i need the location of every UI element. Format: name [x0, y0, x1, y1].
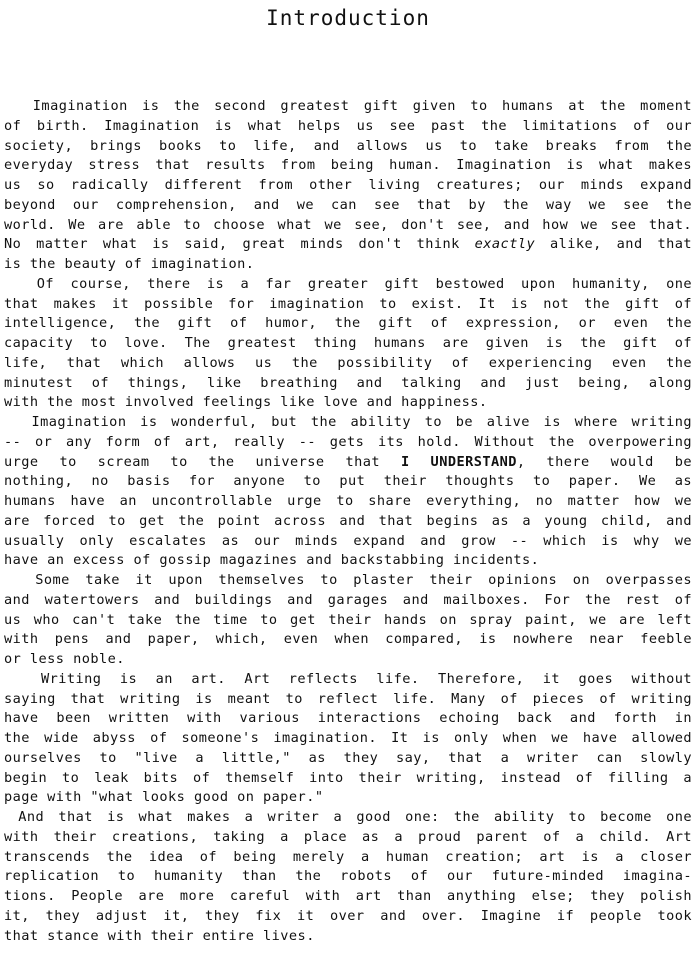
paragraph [4, 670, 692, 808]
text-line: minutest of things, like breathing and talking and just being, along [4, 374, 692, 391]
text-line: us so radically different from other living creatures; our minds expand [4, 177, 692, 193]
text-line: Of course, there is a far greater gift bestowed upon humanity, one [4, 275, 692, 292]
text-line: of birth. Imagination is what helps us see past the limitations of our [4, 117, 692, 134]
text-line: saying that writing is meant to reflect life. Many of pieces of writing [4, 690, 692, 707]
text-line: everyday stress that results from being human. Imagination is what makes [4, 157, 692, 174]
paragraph [4, 97, 692, 275]
text-line: with the most involved feelings like love and happiness. [4, 394, 488, 411]
text-line: ourselves to "live a little," as they say, that a writer can slowly [4, 749, 692, 766]
text-segment: , there would be [516, 453, 692, 470]
page-title: Introduction [266, 6, 430, 30]
text-line: are forced to get the point across and that begins as a young child, and [4, 512, 692, 529]
text-line: Writing is an art. Art reflects life. Therefore, it goes without [4, 670, 692, 687]
text-line [4, 453, 692, 473]
text-line: transcends the idea of being merely a human creation; art is a closer [4, 848, 692, 865]
text-line: that stance with their entire lives. [4, 927, 315, 944]
text-line: us who can't take the time to get their hands on spray paint, we are left [4, 611, 692, 628]
text-line: with their creations, taking a place as a proud parent of a child. Art [4, 828, 692, 845]
text-segment: alike, and that [535, 236, 692, 253]
text-line: or less noble. [4, 651, 125, 667]
text-line: replication to humanity than the robots of our future-minded imagina- [4, 868, 692, 885]
text-line: humans have an uncontrollable urge to share everything, no matter how we [4, 493, 692, 509]
text-line: with pens and paper, which, even when compared, is nowhere near feeble [4, 631, 692, 648]
text-line: have been written with various interactions echoing back and forth in [4, 710, 692, 727]
text-line: and watertowers and buildings and garages and mailboxes. For the rest of [4, 591, 692, 608]
text-line: Some take it upon themselves to plaster their opinions on overpasses [4, 572, 692, 588]
paragraph [4, 275, 692, 413]
emphasis-text: exactly [474, 236, 536, 253]
paragraph [4, 571, 692, 670]
text-line: And that is what makes a writer a good one: the ability to become one [4, 809, 692, 825]
text-line: begin to leak bits of themself into their writing, instead of filling a [4, 769, 692, 786]
text-line: nothing, no basis for anyone to put their thoughts to paper. We as [4, 473, 692, 490]
strong-text: I UNDERSTAND [400, 453, 517, 470]
text-line: life, that which allows us the possibility of experiencing even the [4, 354, 692, 371]
text-segment: No matter what is said, great minds don't think [4, 236, 475, 253]
paragraph [4, 413, 692, 571]
text-line: it, they adjust it, they fix it over and over. Imagine if people took [4, 907, 692, 924]
paragraph [4, 808, 692, 946]
text-line: Imagination is the second greatest gift given to humans at the moment [4, 98, 692, 114]
text-line [4, 235, 692, 255]
text-line: tions. People are more careful with art than anything else; they polish [4, 888, 692, 904]
text-line: have an excess of gossip magazines and backstabbing incidents. [4, 552, 540, 569]
text-segment: urge to scream to the universe that [4, 453, 401, 470]
text-line: -- or any form of art, really -- gets its hold. Without the overpowering [4, 433, 692, 450]
text-line: capacity to love. The greatest thing humans are given is the gift of [4, 335, 692, 351]
text-line: Imagination is wonderful, but the ability to be alive is where writing [4, 414, 692, 430]
text-line: intelligence, the gift of humor, the gift of expression, or even the [4, 315, 692, 332]
text-line: society, brings books to life, and allows us to take breaks from the [4, 137, 692, 154]
text-line: world. We are able to choose what we see, don't see, and how we see that. [4, 216, 692, 233]
text-line: the wide abyss of someone's imagination. It is only when we have allowed [4, 730, 692, 746]
text-line: is the beauty of imagination. [4, 256, 255, 272]
text-line: that makes it possible for imagination to exist. It is not the gift of [4, 295, 692, 312]
text-line: usually only escalates as our minds expand and grow -- which is why we [4, 532, 692, 549]
body-text [4, 97, 692, 946]
text-line: beyond our comprehension, and we can see that by the way we see the [4, 196, 692, 213]
text-line: page with "what looks good on paper." [4, 789, 324, 806]
